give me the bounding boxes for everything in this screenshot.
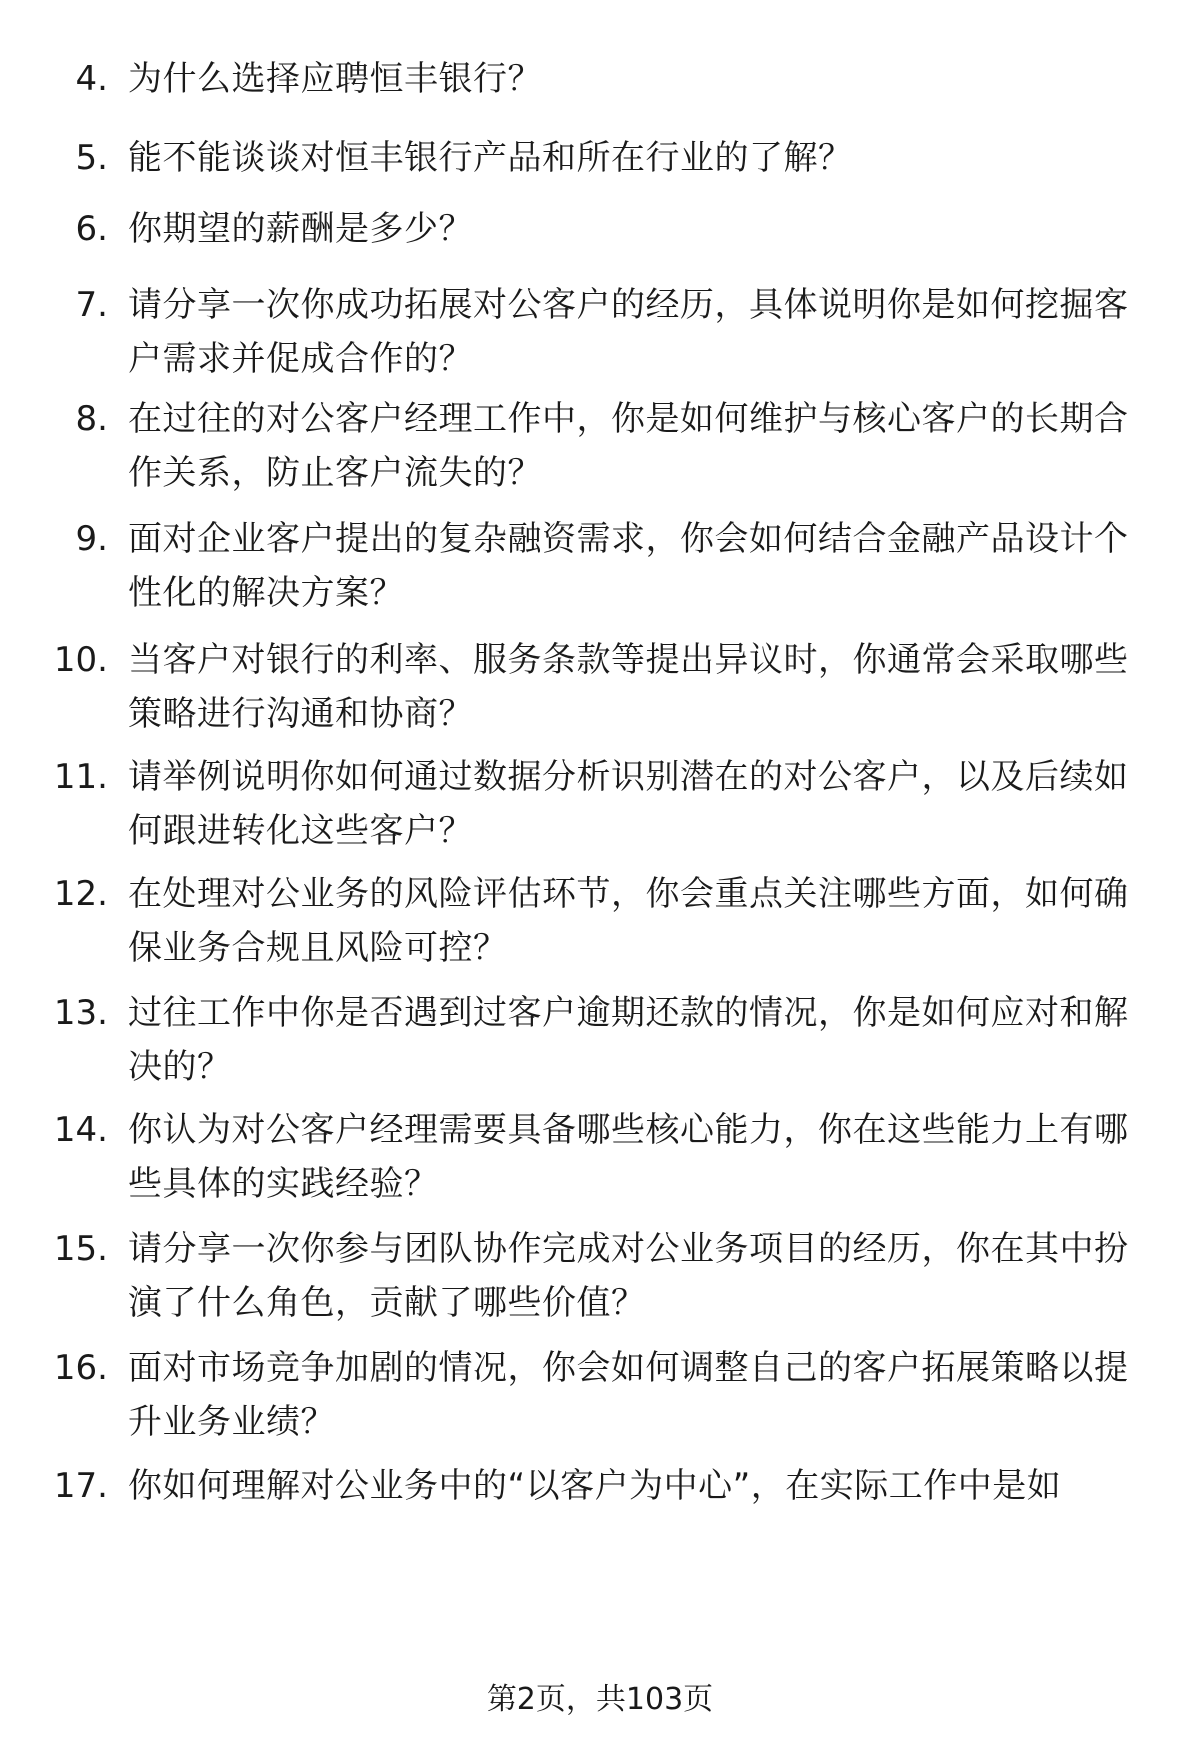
question-number: 16. xyxy=(53,1348,108,1388)
question-number: 15. xyxy=(53,1229,108,1269)
question-text: 你期望的薪酬是多少？ xyxy=(128,209,473,249)
question-number: 5. xyxy=(75,138,108,178)
question-text: 面对市场竞争加剧的情况，你会如何调整自己的客户拓展策略以提升业务业绩？ xyxy=(128,1348,1129,1442)
question-text: 请分享一次你参与团队协作完成对公业务项目的经历，你在其中扮演了什么角色，贡献了哪些价值？ xyxy=(128,1229,1129,1323)
question-number: 10. xyxy=(53,640,108,680)
question-number: 14. xyxy=(53,1110,108,1150)
question-number: 6. xyxy=(75,209,108,249)
question-text: 为什么选择应聘恒丰银行？ xyxy=(128,59,542,99)
page-footer: 第2页，共103页 xyxy=(486,1682,714,1717)
question-number: 12. xyxy=(53,874,108,914)
question-text: 能不能谈谈对恒丰银行产品和所在行业的了解？ xyxy=(128,138,853,178)
question-number: 7. xyxy=(75,285,108,325)
question-text: 你认为对公客户经理需要具备哪些核心能力，你在这些能力上有哪些具体的实践经验？ xyxy=(128,1110,1129,1204)
question-number: 4. xyxy=(75,59,108,99)
question-text: 当客户对银行的利率、服务条款等提出异议时，你通常会采取哪些策略进行沟通和协商？ xyxy=(128,640,1129,734)
question-number: 17. xyxy=(53,1466,108,1506)
question-text: 过往工作中你是否遇到过客户逾期还款的情况，你是如何应对和解决的？ xyxy=(128,993,1129,1087)
question-number: 9. xyxy=(75,519,108,559)
question-text: 你如何理解对公业务中的“以客户为中心”，在实际工作中是如 xyxy=(128,1466,1062,1506)
question-number: 8. xyxy=(75,399,108,439)
question-text: 在处理对公业务的风险评估环节，你会重点关注哪些方面，如何确保业务合规且风险可控？ xyxy=(128,874,1129,968)
question-text: 面对企业客户提出的复杂融资需求，你会如何结合金融产品设计个性化的解决方案？ xyxy=(128,519,1129,613)
question-text: 请分享一次你成功拓展对公客户的经历，具体说明你是如何挖掘客户需求并促成合作的？ xyxy=(128,285,1129,379)
question-number: 13. xyxy=(53,993,108,1033)
question-number: 11. xyxy=(53,757,108,797)
question-text: 请举例说明你如何通过数据分析识别潜在的对公客户，以及后续如何跟进转化这些客户？ xyxy=(128,757,1129,851)
question-text: 在过往的对公客户经理工作中，你是如何维护与核心客户的长期合作关系，防止客户流失的？ xyxy=(128,399,1129,493)
